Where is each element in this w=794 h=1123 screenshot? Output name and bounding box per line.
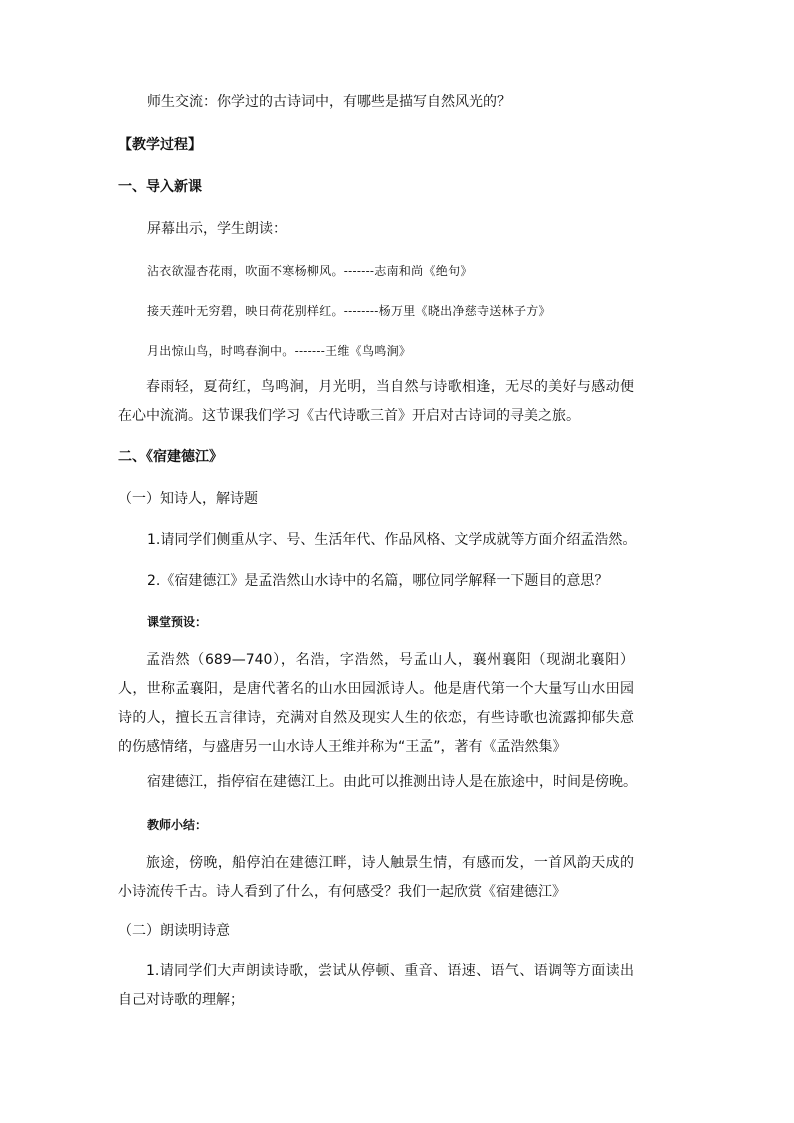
reading-paragraph: 1.请同学们大声朗读诗歌，尝试从停顿、重音、语速、语气、语调等方面读出自己对诗歌的理解； [118,963,634,1008]
subsection1-heading: （一）知诗人，解诗题 [118,491,258,507]
question-2: 2.《宿建德江》是孟浩然山水诗中的名篇，哪位同学解释一下题目的意思？ [147,573,609,589]
poem-line-2: 接天莲叶无穷碧，映日荷花别样红。--------杨万里《晓出净慈寺送林子方》 [147,304,551,318]
preset-label: 课堂预设： [147,615,208,629]
poem-line-1: 沾衣欲湿杏花雨，吹面不寒杨柳风。-------志南和尚《绝句》 [147,264,473,278]
intro-paragraph: 春雨轻，夏荷红，鸟鸣涧，月光明，当自然与诗歌相逢，无尽的美好与感动便在心中流淌。这节课我们学习《古代诗歌三首》开启对古诗词的寻美之旅。 [118,379,634,424]
section1-heading: 一、导入新课 [118,179,202,195]
subsection2-heading: （二）朗读明诗意 [118,923,230,939]
section2-heading: 二、《宿建德江》 [118,449,223,465]
question-1: 1.请同学们侧重从字、号、生活年代、作品风格、文学成就等方面介绍孟浩然。 [147,532,637,548]
author-paragraph: 孟浩然（689—740），名浩，字浩然，号孟山人，襄州襄阳（现湖北襄阳）人，世称孟襄阳，是唐代著名的山水田园派诗人。他是唐代第一个大量写山水田园诗的人，擅长五言律诗，充满对自然及现实人生的依恋，有些诗歌也流露抑郁失意的伤感情绪，与盛唐另一山水诗人王维并称为“王孟”，著有《孟浩然集》 [118,652,634,755]
summary-paragraph: 旅途，傍晚，船停泊在建德江畔，诗人触景生情，有感而发，一首风韵天成的小诗流传千古。诗人看到了什么，有何感受？我们一起欣赏《宿建德江》 [118,855,634,900]
poem-line-3: 月出惊山鸟，时鸣春涧中。-------王维《鸟鸣涧》 [147,344,412,358]
summary-label: 教师小结： [147,818,208,832]
intro-discussion: 师生交流：你学过的古诗词中，有哪些是描写自然风光的？ [147,94,511,110]
title-explanation: 宿建德江，指停宿在建德江上。由此可以推测出诗人是在旅途中，时间是傍晚。 [147,774,637,790]
teaching-process-heading: 【教学过程】 [118,137,202,153]
screen-instruction: 屏幕出示，学生朗读： [147,221,287,237]
